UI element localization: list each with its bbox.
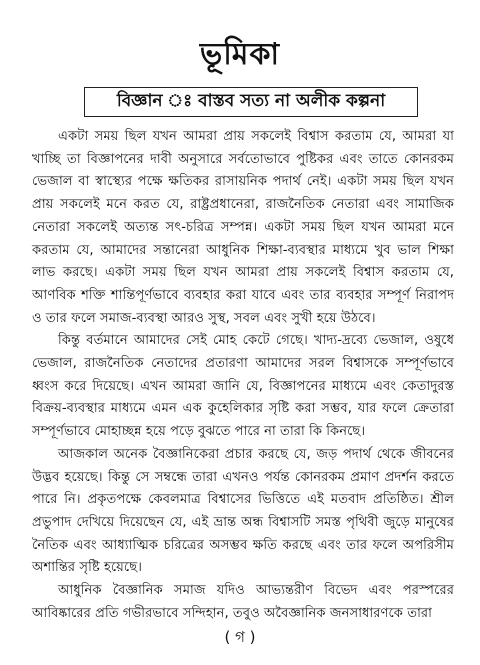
paragraph-2: কিন্তু বর্তমানে আমাদের সেই মোহ কেটে গেছে। খাদ্য-দ্রব্যে ভেজাল, ওষুধে ভেজাল, রাজনৈতিক নেতাদের প্রতারণা আমাদের সরল বিশ্বাসকে সম্পূর্ণভাবে ধ্বংস করে দিয়েছে। এখন আমরা জানি যে, বিজ্ঞাপনের মাধ্যমে এবং কেতাদুরস্ত বিক্রয়-ব্যবস্থার মাধ্যমে এমন এক কুহেলিকার সৃষ্টি করা সম্ভব, যার ফলে ক্রেতারা সম্পূর্ণভাবে মোহাচ্ছন্ন হয়ে পড়ে বুঝতে পারে না তারা কি কিনছে। (32, 333, 454, 440)
page-number: ( গ ) (224, 628, 256, 646)
body-text (32, 126, 454, 625)
paragraph-3: আজকাল অনেক বৈজ্ঞানিকেরা প্রচার করছে যে, জড় পদার্থ থেকে জীবনের উদ্ভব হয়েছে। কিন্তু সে সম্বন্ধে তারা এখনও পর্যন্ত কোনরকম প্রমাণ প্রদর্শন করতে পারে নি। প্রকৃতপক্ষে কেবলমাত্র বিশ্বাসের ভিত্তিতে এই মতবাদ প্রতিষ্ঠিত। শ্রীল প্রভুপাদ দেখিয়ে দিয়েছেন যে, এই ভ্রান্ত অন্ধ বিশ্বাসটি সমস্ত পৃথিবী জুড়ে মানুষের নৈতিক এবং আধ্যাত্মিক চরিত্রের অসম্ভব ক্ষতি করছে এবং তার ফলে অপরিসীম অশান্তির সৃষ্টি হয়েছে। (32, 446, 454, 576)
chapter-subtitle: বিজ্ঞান ঃ বাস্তব সত্য না অলীক কল্পনা (84, 87, 418, 117)
page-title: ভূমিকা (199, 37, 281, 72)
paragraph-4: আধুনিক বৈজ্ঞানিক সমাজ যদিও আভ্যন্তরীণ বিভেদ এবং পরস্পরের আবিষ্কারের প্রতি গভীরভাবে সন্দিহান, তবুও অবৈজ্ঞানিক জনসাধারণকে তারা (32, 583, 454, 621)
paragraph-1: একটা সময় ছিল যখন আমরা প্রায় সকলেই বিশ্বাস করতাম যে, আমরা যা খাচ্ছি তা বিজ্ঞাপনের দাবী অনুসারে সর্বতোভাবে পুষ্টিকর এবং তাতে কোনরকম ভেজাল বা স্বাস্থ্যের পক্ষে ক্ষতিকর রাসায়নিক পদার্থ নেই। একটা সময় ছিল যখন প্রায় সকলেই মনে করত যে, রাষ্ট্রপ্রধানেরা, রাজনৈতিক নেতারা এবং সামাজিক নেতারা সকলেই অত্যন্ত সৎ-চরিত্র সম্পন্ন। একটা সময় ছিল যখন আমরা মনে করতাম যে, আমাদের সন্তানেরা আধুনিক শিক্ষা-ব্যবস্থার মাধ্যমে খুব ভাল শিক্ষা লাভ করছে। একটা সময় ছিল যখন আমরা প্রায় সকলেই বিশ্বাস করতাম যে, আণবিক শক্তি শান্তিপূর্ণভাবে ব্যবহার করা যাবে এবং তার ব্যবহার সম্পূর্ণ নিরাপদ ও তার ফলে সমাজ-ব্যবস্থা আরও সুস্থ, সবল এবং সুখী হয়ে উঠবে। (32, 129, 454, 326)
